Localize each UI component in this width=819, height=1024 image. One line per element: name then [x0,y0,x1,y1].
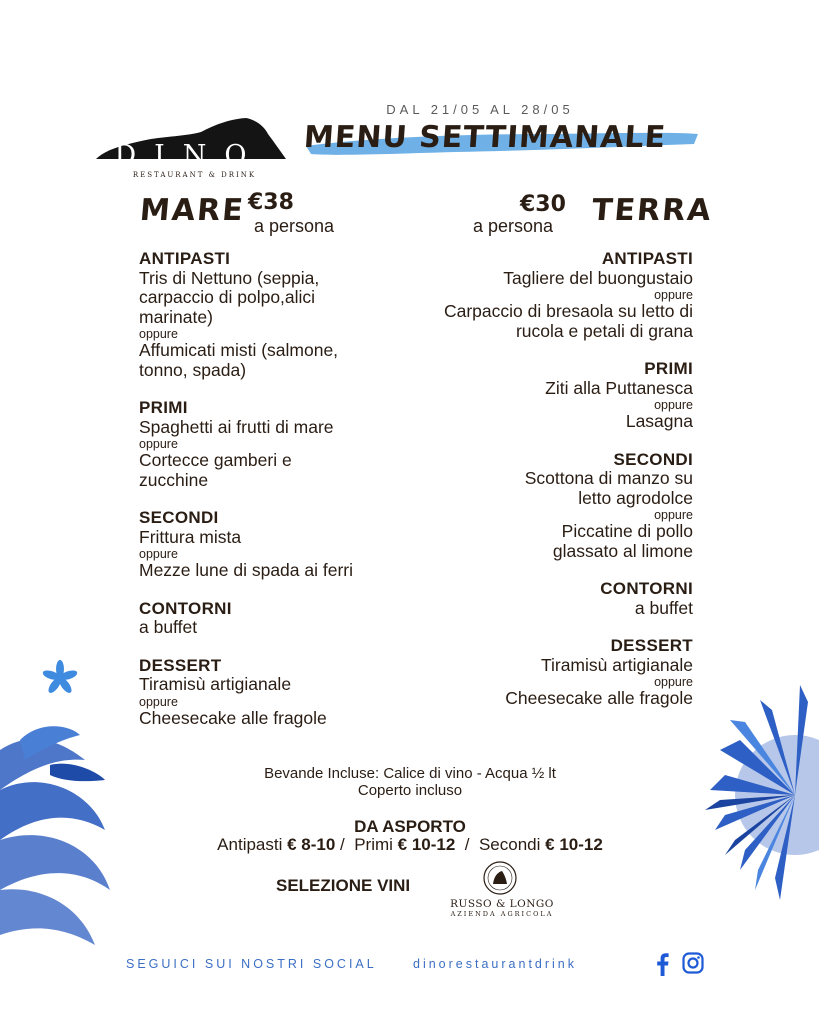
mare-antipasti [139,249,439,380]
mare-dessert [139,656,439,729]
wine-brand-subtitle: AZIENDA AGRICOLA [450,910,554,918]
terra-dessert [395,636,693,709]
terra-menu [395,249,693,727]
mare-menu [139,249,439,746]
takeaway-primi-label: Primi [354,835,393,854]
terra-price: €30 [520,192,566,217]
facebook-icon[interactable] [654,952,670,976]
social-follow-text: SEGUICI SUI NOSTRI SOCIAL [126,957,377,971]
menu-item: Tiramisù artigianale [139,674,292,694]
social-handle[interactable]: dinorestaurantdrink [413,957,578,971]
oppure-label: oppure [139,694,178,709]
terra-title: TERRA [590,193,714,228]
section-heading: DESSERT [139,655,222,675]
star-flower-decoration [42,660,78,696]
menu-item: Piccatine di pollo glassato al limone [552,521,693,561]
mare-primi [139,398,439,490]
terra-contorni [395,579,693,618]
oppure-label: oppure [654,675,693,689]
terra-per-person: a persona [473,216,554,236]
logo-name: DINO [114,140,265,171]
takeaway-prices: Antipasti € 8-10 / Primi € 10-12 / Secondi € 10-12 [217,835,603,854]
mare-price: €38 [248,190,294,215]
menu-item: Ziti alla Puttanesca [545,377,693,398]
menu-item: Carpaccio di bresaola su letto di rucola e petali di grana [443,301,693,341]
takeaway-heading: DA ASPORTO [354,817,466,836]
section-heading: DESSERT [610,636,693,655]
terra-secondi [395,450,693,562]
menu-item: Tiramisù artigianale [540,654,693,675]
date-range: DAL 21/05 AL 28/05 [386,102,574,117]
takeaway-secondi-price: € 10-12 [545,835,603,854]
menu-item: Tris di Nettuno (seppia, carpaccio di polpo,alici marinate) [139,267,320,327]
section-heading: SECONDI [139,508,219,527]
section-heading: SECONDI [613,449,693,469]
menu-item: a buffet [634,597,693,618]
takeaway-antipasti-label: Antipasti [217,835,283,854]
mare-per-person: a persona [254,216,335,236]
section-heading: CONTORNI [139,598,232,618]
section-heading: PRIMI [139,398,188,417]
terra-antipasti [395,249,693,341]
menu-item: Frittura mista [139,526,242,547]
menu-item: Lasagna [625,411,693,431]
menu-item: Cortecce gamberi e zucchine [139,450,292,490]
oppure-label: oppure [139,437,178,451]
section-heading: PRIMI [644,359,693,378]
menu-item: Mezze lune di spada ai ferri [139,560,353,580]
menu-item: Cheesecake alle fragole [139,707,327,728]
oppure-label: oppure [654,508,693,522]
wine-selection-heading: SELEZIONE VINI [276,876,411,895]
flower-right-decoration [700,680,819,910]
section-heading: ANTIPASTI [139,249,231,268]
instagram-icon[interactable] [682,952,704,974]
flower-left-decoration [0,720,115,960]
oppure-label: oppure [139,547,178,561]
menu-item: Scottona di manzo su letto agrodolce [524,468,693,508]
wine-brand-name: RUSSO & LONGO [450,898,554,910]
takeaway-secondi-label: Secondi [478,835,541,854]
takeaway-antipasti-price: € 8-10 [287,835,336,854]
menu-item: Spaghetti ai frutti di mare [139,416,334,437]
mare-title: MARE [138,193,247,228]
menu-item: Cheesecake alle fragole [505,688,693,708]
page-title: MENU SETTIMANALE [302,120,668,155]
section-heading: CONTORNI [600,579,693,598]
logo-subtitle: RESTAURANT & DRINK [132,171,257,179]
oppure-label: oppure [139,327,178,341]
terra-primi [395,359,693,432]
section-heading: ANTIPASTI [601,249,693,268]
menu-item: Affumicati misti (salmone, tonno, spada) [139,340,339,380]
oppure-label: oppure [654,288,693,302]
cover-info: Coperto incluso [357,782,463,799]
takeaway-primi-price: € 10-12 [397,835,456,854]
mare-contorni [139,599,439,638]
oppure-label: oppure [654,398,693,412]
menu-item: Tagliere del buongustaio [503,267,693,288]
drinks-info: Bevande Incluse: Calice di vino - Acqua ½ lt [264,765,556,782]
menu-item: a buffet [139,617,198,637]
wine-brand-emblem-icon [482,860,518,896]
mare-secondi [139,508,439,581]
